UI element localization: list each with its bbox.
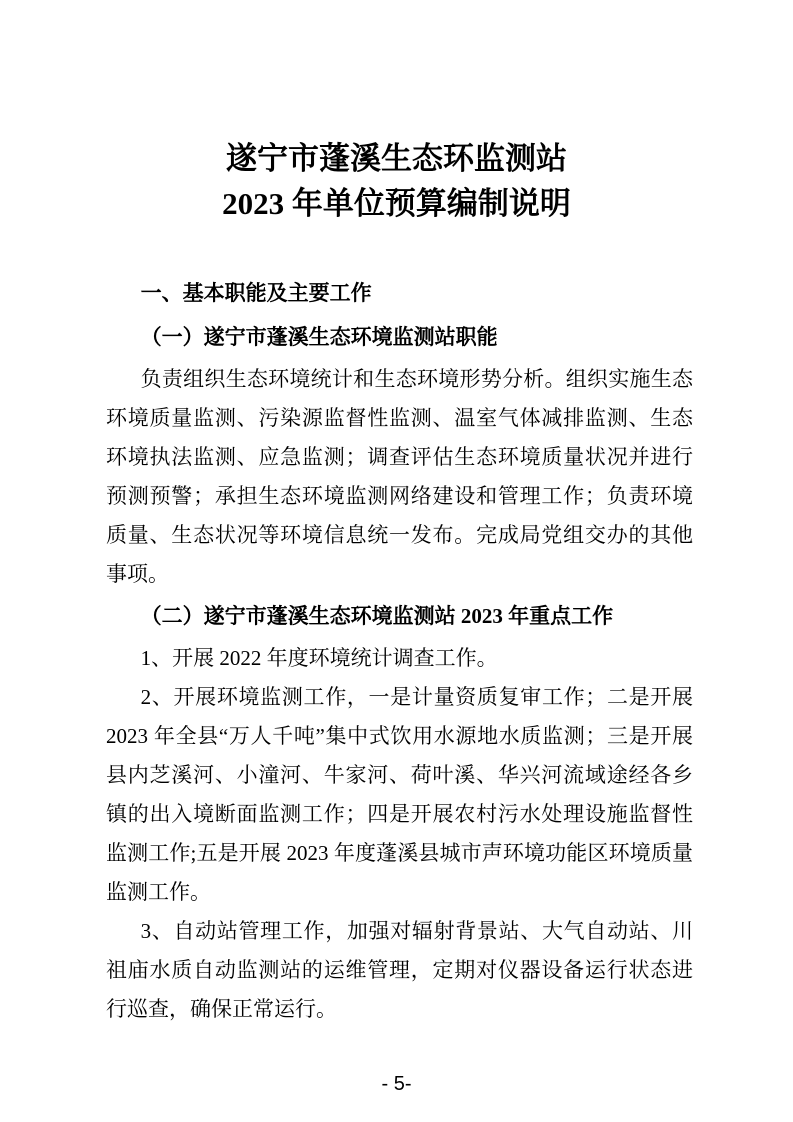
subsection-1-paragraph: 负责组织生态环境统计和生态环境形势分析。组织实施生态环境质量监测、污染源监督性监测、温室气体减排监测、生态环境执法监测、应急监测；调查评估生态环境质量状况并进行预测预警；承担生态环境监测网络建设和管理工作；负责环境质量、生态状况等环境信息统一发布。完成局党组交办的其他事项。 xyxy=(106,367,693,586)
title-line-1: 遂宁市蓬溪生态环监测站 xyxy=(226,141,567,176)
title-line-2: 2023 年单位预算编制说明 xyxy=(222,186,571,221)
section-heading-main: 一、基本职能及主要工作 xyxy=(140,282,372,305)
work-item-2: 2、开展环境监测工作，一是计量资质复审工作；二是开展 2023 年全县“万人千吨”集中式饮用水源地水质监测；三是开展县内芝溪河、小潼河、牛家河、荷叶溪、华兴河流域途经各乡镇的出入境断面监测工作；四是开展农村污水处理设施监督性监测工作;五是开展 2023 年度蓬溪县城市声环境功能区环境质量监测工作。 xyxy=(106,685,693,904)
work-item-3: 3、自动站管理工作，加强对辐射背景站、大气自动站、川祖庙水质自动监测站的运维管理，定期对仪器设备运行状态进行巡查，确保正常运行。 xyxy=(106,919,693,1021)
document-title xyxy=(0,136,793,226)
page-number: - 5- xyxy=(381,1073,412,1095)
document-body xyxy=(106,274,693,1029)
subsection-1-heading: （一）遂宁市蓬溪生态环境监测站职能 xyxy=(140,325,498,349)
work-item-1: 1、开展 2022 年度环境统计调查工作。 xyxy=(140,646,498,670)
subsection-2-heading: （二）遂宁市蓬溪生态环境监测站 2023 年重点工作 xyxy=(140,604,614,628)
